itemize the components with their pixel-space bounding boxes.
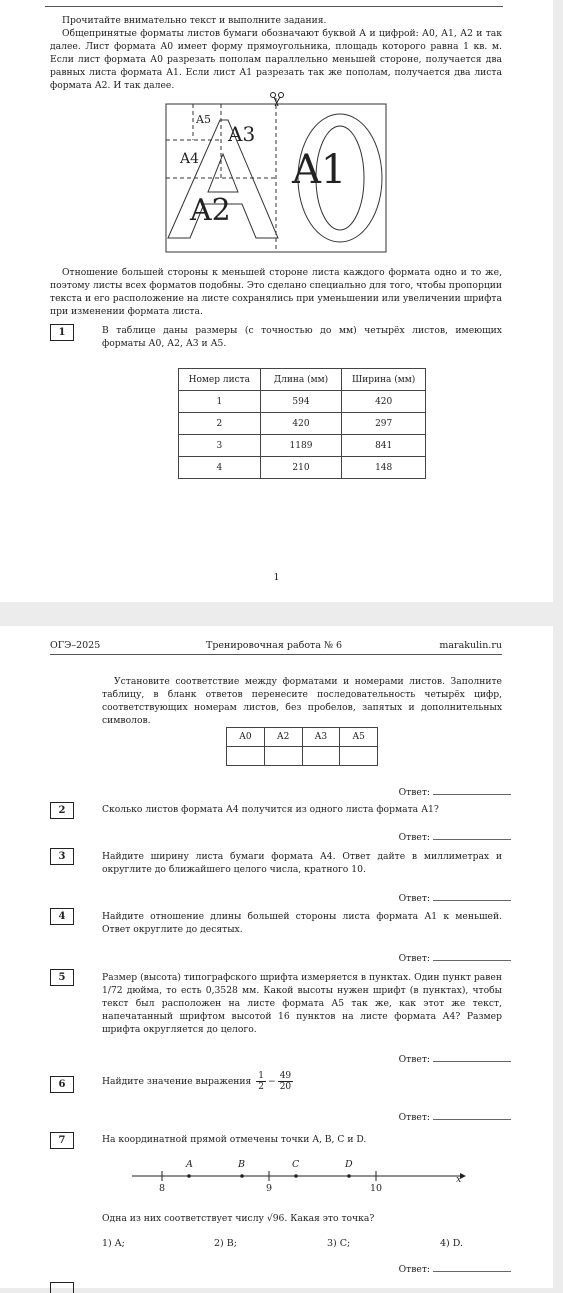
page-header bbox=[50, 640, 502, 655]
label-a3: A3 bbox=[228, 122, 256, 146]
label-a1: A1 bbox=[292, 147, 347, 193]
table-cell: 1189 bbox=[260, 435, 342, 457]
match-answer-cell[interactable] bbox=[264, 747, 302, 766]
table-header: Ширина (мм) bbox=[342, 369, 426, 391]
option-4[interactable]: 4) D. bbox=[440, 1238, 464, 1249]
task-number-3: 3 bbox=[50, 848, 74, 865]
match-header: А3 bbox=[302, 728, 340, 747]
task-1-text: В таблице даны размеры (с точностью до мм) четырёх листов, имеющих форматы А0, А2, А3 и А5. bbox=[102, 325, 502, 349]
answer-field-6[interactable]: Ответ: bbox=[399, 1110, 511, 1123]
task-5-text: Размер (высота) типографского шрифта измеряется в пунктах. Один пункт равен 1/72 дюйма, то есть 0,3528 мм. Какой высоты нужен шрифт (в пунктах), чтобы текст был расположен на листе формата А5 так же, как этот же текст, напечатанный шрифтом высотой 16 пунктов на листе формата А4? Размер шрифта округляется до целого. bbox=[102, 972, 502, 1035]
answer-field-5[interactable]: Ответ: bbox=[399, 1052, 511, 1065]
matching-answer-table bbox=[226, 727, 378, 766]
table-header: Номер листа bbox=[179, 369, 261, 391]
answer-field-1[interactable]: Ответ: bbox=[399, 785, 511, 798]
task-6-text: Найдите значение выражения $\frac{1}{2}$ − $\frac{49}{20}$ bbox=[102, 1071, 292, 1092]
option-3[interactable]: 3) C; bbox=[327, 1238, 351, 1249]
task-number-5: 5 bbox=[50, 969, 74, 986]
table-cell: 841 bbox=[342, 435, 426, 457]
answer-field-7[interactable]: Ответ: bbox=[399, 1262, 511, 1275]
intro-instruction: Прочитайте внимательно текст и выполните задания. bbox=[62, 15, 327, 26]
tick-label-9: 9 bbox=[266, 1183, 273, 1194]
point-label-c: C bbox=[292, 1159, 300, 1170]
task-number-7: 7 bbox=[50, 1132, 74, 1149]
table-cell: 594 bbox=[260, 391, 342, 413]
table-row bbox=[179, 391, 426, 413]
task-number-4: 4 bbox=[50, 908, 74, 925]
match-answer-cell[interactable] bbox=[227, 747, 265, 766]
page-1 bbox=[0, 0, 553, 602]
table-cell: 148 bbox=[342, 457, 426, 479]
table-cell: 1 bbox=[179, 391, 261, 413]
matching-instructions: Установите соответствие между форматами и номерами листов. Заполните таблицу, в бланк ответов перенесите последовательность четырёх цифр, соответствующих номерам листов, без пробелов, запятых и дополнительных символов. bbox=[102, 676, 502, 726]
fraction-2: $\frac{49}{20}$ bbox=[279, 1071, 292, 1092]
answer-field-2[interactable]: Ответ: bbox=[399, 830, 511, 843]
task-7-question: Одна из них соответствует числу √96. Какая это точка? bbox=[102, 1213, 375, 1224]
answer-field-3[interactable]: Ответ: bbox=[399, 891, 511, 904]
fraction-1: $\frac{1}{2}$ bbox=[258, 1071, 264, 1092]
header-exam: ОГЭ–2025 bbox=[50, 640, 101, 651]
match-header: А0 bbox=[227, 728, 265, 747]
table-cell: 3 bbox=[179, 435, 261, 457]
header-site: marakulin.ru bbox=[439, 640, 502, 651]
table-header: Длина (мм) bbox=[260, 369, 342, 391]
point-d bbox=[347, 1174, 351, 1178]
table-cell: 2 bbox=[179, 413, 261, 435]
sheet-size-table bbox=[178, 368, 426, 479]
task-number-2: 2 bbox=[50, 802, 74, 819]
table-cell: 210 bbox=[260, 457, 342, 479]
table-row bbox=[179, 413, 426, 435]
task-number-1: 1 bbox=[50, 324, 74, 341]
table-row bbox=[179, 457, 426, 479]
match-answer-cell[interactable] bbox=[340, 747, 378, 766]
tick-label-8: 8 bbox=[159, 1183, 166, 1194]
match-header: А2 bbox=[264, 728, 302, 747]
tick-label-10: 10 bbox=[370, 1183, 383, 1194]
page-top-border bbox=[45, 0, 503, 7]
coordinate-line bbox=[130, 1156, 470, 1198]
match-header: А5 bbox=[340, 728, 378, 747]
page-number: 1 bbox=[273, 572, 280, 583]
task-2-text: Сколько листов формата А4 получится из одного листа формата А1? bbox=[102, 804, 439, 815]
task-7-text: На координатной прямой отмечены точки A, B, C и D. bbox=[102, 1134, 367, 1145]
label-a5: A5 bbox=[196, 113, 211, 126]
task-3-text: Найдите ширину листа бумаги формата А4. Ответ дайте в миллиметрах и округлите до ближайшего целого числа, кратного 10. bbox=[102, 851, 502, 875]
answer-field-4[interactable]: Ответ: bbox=[399, 951, 511, 964]
point-c bbox=[294, 1174, 298, 1178]
table-cell: 297 bbox=[342, 413, 426, 435]
table-cell: 420 bbox=[342, 391, 426, 413]
table-cell: 4 bbox=[179, 457, 261, 479]
point-label-a: A bbox=[186, 1159, 193, 1170]
axis-variable-label: x bbox=[456, 1174, 462, 1185]
table-row bbox=[179, 435, 426, 457]
ratio-paragraph: Отношение большей стороны к меньшей стороне листа каждого формата одно и то же, поэтому листы всех форматов подобны. Это сделано специально для того, чтобы пропорции текста и его расположение на листе сохранялись при уменьшении или увеличении шрифта при изменении формата листа. bbox=[50, 267, 502, 317]
match-answer-cell[interactable] bbox=[302, 747, 340, 766]
point-a bbox=[187, 1174, 191, 1178]
intro-paragraph: Общепринятые форматы листов бумаги обозначают буквой А и цифрой: А0, А1, А2 и так далее. Лист формата А0 имеет форму прямоугольника, площадь которого равна 1 кв. м. Если лист формата А0 разрезать пополам параллельно меньшей стороне, получается два равных листа формата А1. Если лист А1 разрезать так же пополам, получается два листа формата А2. И так далее. bbox=[50, 28, 502, 91]
task-4-text: Найдите отношение длины большей стороны листа формата А1 к меньшей. Ответ округлите до десятых. bbox=[102, 911, 502, 935]
label-a4: A4 bbox=[180, 151, 200, 167]
option-1[interactable]: 1) A; bbox=[102, 1238, 125, 1249]
task-number-6: 6 bbox=[50, 1076, 74, 1093]
point-label-d: D bbox=[345, 1159, 353, 1170]
header-title: Тренировочная работа № 6 bbox=[206, 640, 343, 651]
table-cell: 420 bbox=[260, 413, 342, 435]
point-label-b: B bbox=[238, 1159, 245, 1170]
label-a2: A2 bbox=[190, 193, 231, 228]
point-b bbox=[240, 1174, 244, 1178]
option-2[interactable]: 2) B; bbox=[214, 1238, 237, 1249]
